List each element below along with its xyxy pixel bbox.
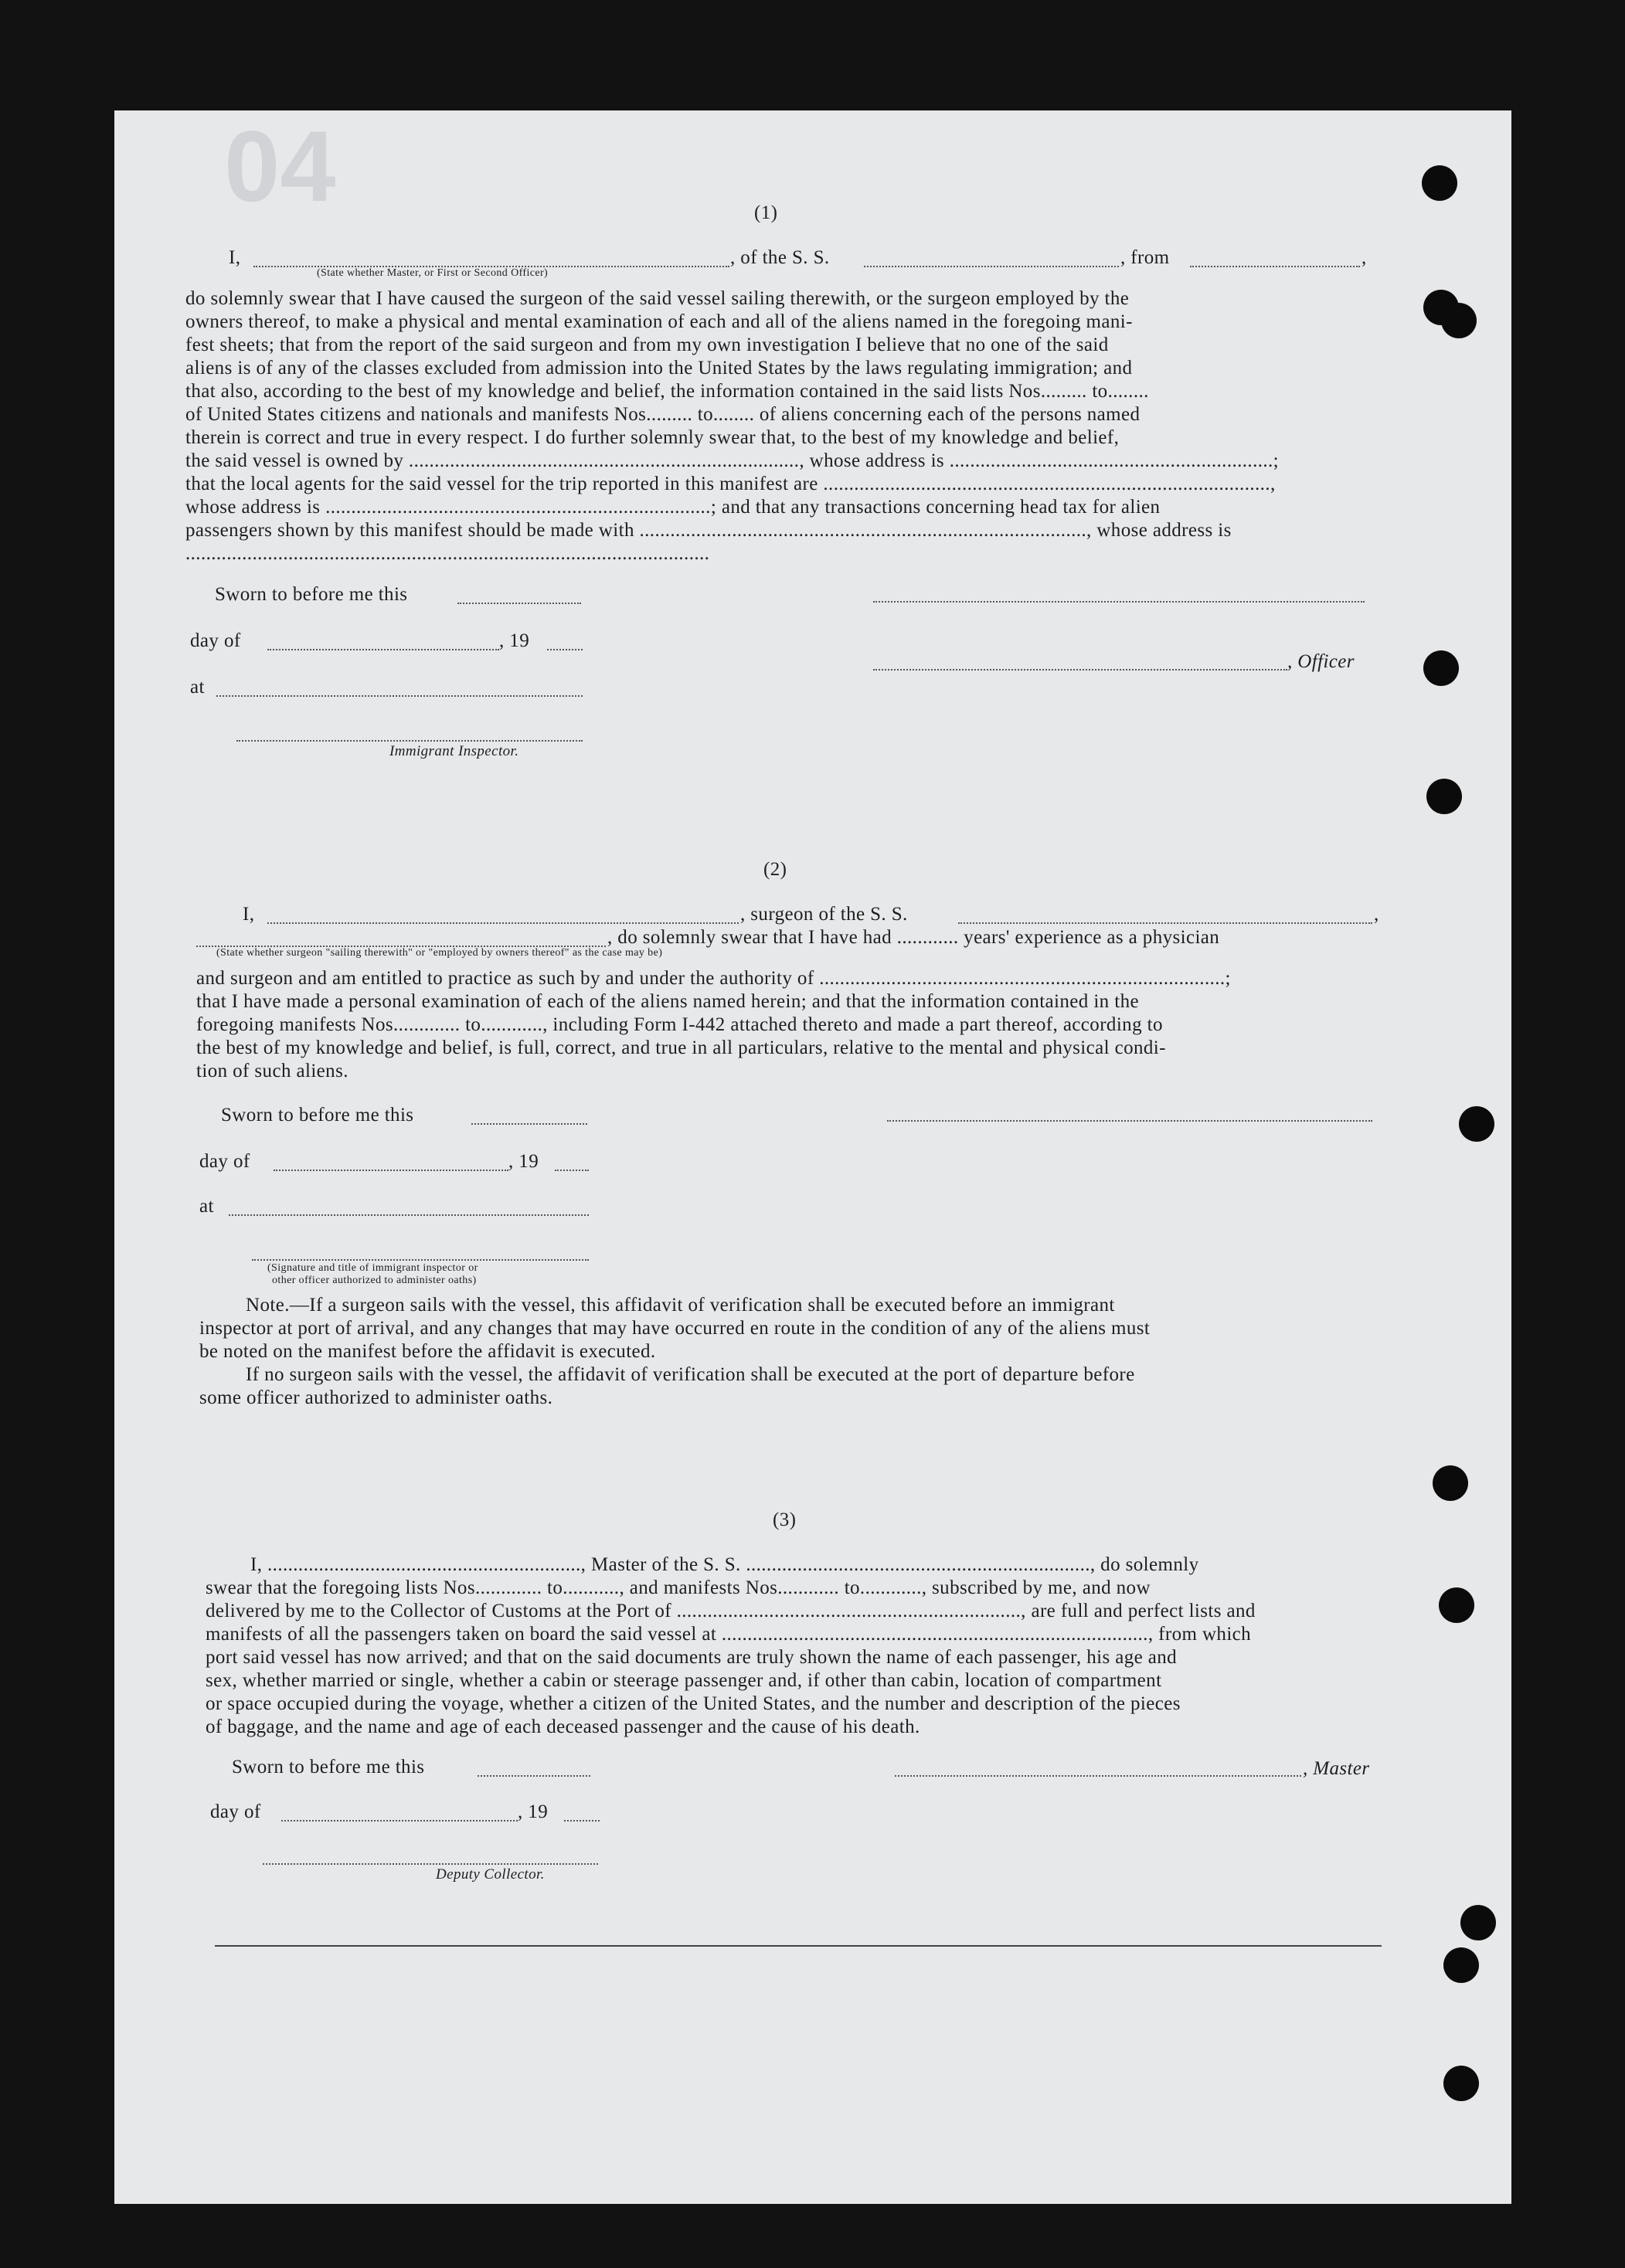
section-1-number: (1) bbox=[754, 202, 778, 223]
section-1-at: at bbox=[190, 677, 205, 698]
punch-hole bbox=[1426, 779, 1462, 814]
inspector-signature-blank[interactable] bbox=[236, 740, 583, 742]
section-3-day: day of bbox=[210, 1801, 261, 1822]
surgeon-note: (State whether surgeon "sailing therewith" or "employed by owners thereof" as the case may be) bbox=[216, 947, 663, 959]
note-line: Note.—If a surgeon sails with the vessel, this affidavit of verification shall be executed before an immigrant bbox=[246, 1295, 1115, 1316]
punch-hole bbox=[1433, 1465, 1468, 1501]
section-1-day: day of bbox=[190, 630, 241, 651]
section-3-sworn: Sworn to before me this bbox=[232, 1757, 425, 1777]
section-3-line: swear that the foregoing lists Nos............. to..........., and manifests Nos............ to............, subscribed by me, and now bbox=[206, 1577, 1151, 1598]
note-line: be noted on the manifest before the affidavit is executed. bbox=[199, 1341, 656, 1362]
section-2-sworn: Sworn to before me this bbox=[221, 1105, 414, 1126]
punch-hole bbox=[1441, 303, 1477, 338]
section-2-line: and surgeon and am entitled to practice as such by and under the authority of ...............................................................................; bbox=[196, 968, 1231, 989]
at-place-blank[interactable] bbox=[229, 1214, 589, 1216]
surgeon-vessel-blank[interactable] bbox=[958, 922, 1372, 924]
punch-hole bbox=[1423, 650, 1459, 686]
note-line: If no surgeon sails with the vessel, the affidavit of verification shall be executed at the port of departure before bbox=[246, 1364, 1135, 1385]
punch-hole bbox=[1422, 165, 1457, 201]
punch-hole bbox=[1459, 1106, 1494, 1142]
at-place-blank[interactable] bbox=[216, 695, 583, 697]
section-2-number: (2) bbox=[763, 859, 787, 880]
sworn-date-blank[interactable] bbox=[478, 1775, 590, 1777]
section-2-line: the best of my knowledge and belief, is full, correct, and true in all particulars, relative to the mental and physical condi- bbox=[196, 1037, 1166, 1058]
faint-stamp-mark: 04 bbox=[224, 110, 336, 222]
master-signature-blank[interactable] bbox=[895, 1775, 1301, 1777]
vessel-name-blank[interactable] bbox=[864, 266, 1119, 267]
officer-note: (State whether Master, or First or Second Officer) bbox=[317, 267, 549, 279]
punch-hole bbox=[1439, 1587, 1474, 1623]
section-3-line: port said vessel has now arrived; and that on the said documents are truly shown the name of each passenger, his age and bbox=[206, 1647, 1178, 1668]
section-1-inspector: Immigrant Inspector. bbox=[389, 743, 519, 759]
year-blank[interactable] bbox=[547, 649, 583, 650]
section-1-line: of United States citizens and nationals and manifests Nos......... to........ of aliens concerning each of the persons named bbox=[185, 404, 1141, 425]
surgeon-signature-blank[interactable] bbox=[887, 1120, 1372, 1122]
year-blank[interactable] bbox=[555, 1170, 589, 1171]
signature-note: (Signature and title of immigrant inspector or bbox=[267, 1262, 478, 1274]
section-1-line: do solemnly swear that I have caused the surgeon of the said vessel sailing therewith, or the surgeon employed by the bbox=[185, 288, 1130, 309]
officer-title-blank[interactable] bbox=[873, 669, 1287, 671]
officer-signature-blank[interactable] bbox=[873, 601, 1365, 603]
section-1-year: , 19 bbox=[499, 630, 530, 651]
section-2-line: tion of such aliens. bbox=[196, 1061, 348, 1081]
section-1-line: therein is correct and true in every respect. I do further solemnly swear that, to the best of my knowledge and belief, bbox=[185, 427, 1120, 448]
punch-hole bbox=[1443, 2066, 1479, 2101]
note-line: inspector at port of arrival, and any changes that may have occurred en route in the condition of any of the aliens must bbox=[199, 1318, 1151, 1339]
bottom-rule bbox=[215, 1945, 1382, 1947]
section-2-year: , 19 bbox=[508, 1151, 539, 1172]
section-2-line: that I have made a personal examination of each of the aliens named herein; and that the information contained in the bbox=[196, 991, 1139, 1012]
punch-hole bbox=[1460, 1905, 1496, 1940]
section-3-line: sex, whether married or single, whether a cabin or steerage passenger and, if other than cabin, location of compartment bbox=[206, 1670, 1162, 1691]
section-2-surgeon-ss: , surgeon of the S. S. bbox=[740, 904, 908, 925]
section-1-from: , from bbox=[1120, 247, 1170, 268]
section-2-day: day of bbox=[199, 1151, 250, 1172]
section-3-collector: Deputy Collector. bbox=[436, 1866, 545, 1883]
section-1-line: aliens is of any of the classes excluded from admission into the United States by the laws regulating immigration; and bbox=[185, 358, 1133, 379]
day-blank[interactable] bbox=[274, 1170, 508, 1171]
section-3-line: delivered by me to the Collector of Customs at the Port of ..................................................................., are full and perfect lists and bbox=[206, 1601, 1256, 1621]
punch-hole bbox=[1443, 1947, 1479, 1983]
signature-note: other officer authorized to administer oaths) bbox=[272, 1275, 477, 1286]
section-2-line: , do solemnly swear that I have had ............ years' experience as a physician bbox=[607, 927, 1220, 948]
collector-signature-blank[interactable] bbox=[263, 1863, 598, 1865]
section-1-of-ss: , of the S. S. bbox=[730, 247, 830, 268]
section-1-line: owners thereof, to make a physical and mental examination of each and all of the aliens named in the foregoing mani- bbox=[185, 311, 1133, 332]
section-3-line: of baggage, and the name and age of each deceased passenger and the cause of his death. bbox=[206, 1716, 920, 1737]
section-1-line: ...................................................................................................... bbox=[185, 543, 710, 564]
note-line: some officer authorized to administer oaths. bbox=[199, 1387, 553, 1408]
section-1-i: I, bbox=[229, 247, 241, 268]
section-1-line: that the local agents for the said vessel for the trip reported in this manifest are ......................................................................................., bbox=[185, 474, 1276, 494]
section-2-at: at bbox=[199, 1196, 214, 1217]
section-3-line: or space occupied during the voyage, whether a citizen of the United States, and the number and description of the pieces bbox=[206, 1693, 1181, 1714]
section-1-officer: , Officer bbox=[1287, 651, 1355, 672]
year-blank[interactable] bbox=[564, 1820, 600, 1822]
section-3-year: , 19 bbox=[518, 1801, 549, 1822]
section-3-line: manifests of all the passengers taken on board the said vessel at ..................................................................................., from which bbox=[206, 1624, 1252, 1645]
section-1-line: fest sheets; that from the report of the said surgeon and from my own investigation I believe that no one of the said bbox=[185, 334, 1109, 355]
section-2-line: foregoing manifests Nos............. to............, including Form I-442 attached thereto and made a part thereof, according to bbox=[196, 1014, 1163, 1035]
surgeon-name-blank[interactable] bbox=[267, 922, 739, 924]
section-1-sworn: Sworn to before me this bbox=[215, 584, 408, 605]
section-3-master: , Master bbox=[1303, 1758, 1370, 1779]
oath-officer-signature-blank[interactable] bbox=[252, 1259, 589, 1261]
day-blank[interactable] bbox=[281, 1820, 518, 1822]
section-2-i: I, bbox=[243, 904, 255, 925]
section-1-line: passengers shown by this manifest should be made with ......................................................................................., whose address is bbox=[185, 520, 1232, 541]
section-1-line: whose address is ...........................................................................; and that any transactions concerning head tax for alien bbox=[185, 497, 1161, 518]
section-1-line: the said vessel is owned by ............................................................................, whose address is ...............................................................; bbox=[185, 450, 1280, 471]
section-3-line: I, ............................................................., Master of the S. S. ..................................................................., do solemnly bbox=[250, 1554, 1199, 1575]
from-port-blank[interactable] bbox=[1190, 266, 1360, 267]
section-1-line: that also, according to the best of my knowledge and belief, the information contained in the said lists Nos......... to........ bbox=[185, 381, 1149, 402]
sworn-date-blank[interactable] bbox=[471, 1123, 587, 1125]
day-blank[interactable] bbox=[267, 649, 499, 650]
section-3-number: (3) bbox=[773, 1509, 797, 1530]
sworn-date-blank[interactable] bbox=[457, 603, 581, 604]
